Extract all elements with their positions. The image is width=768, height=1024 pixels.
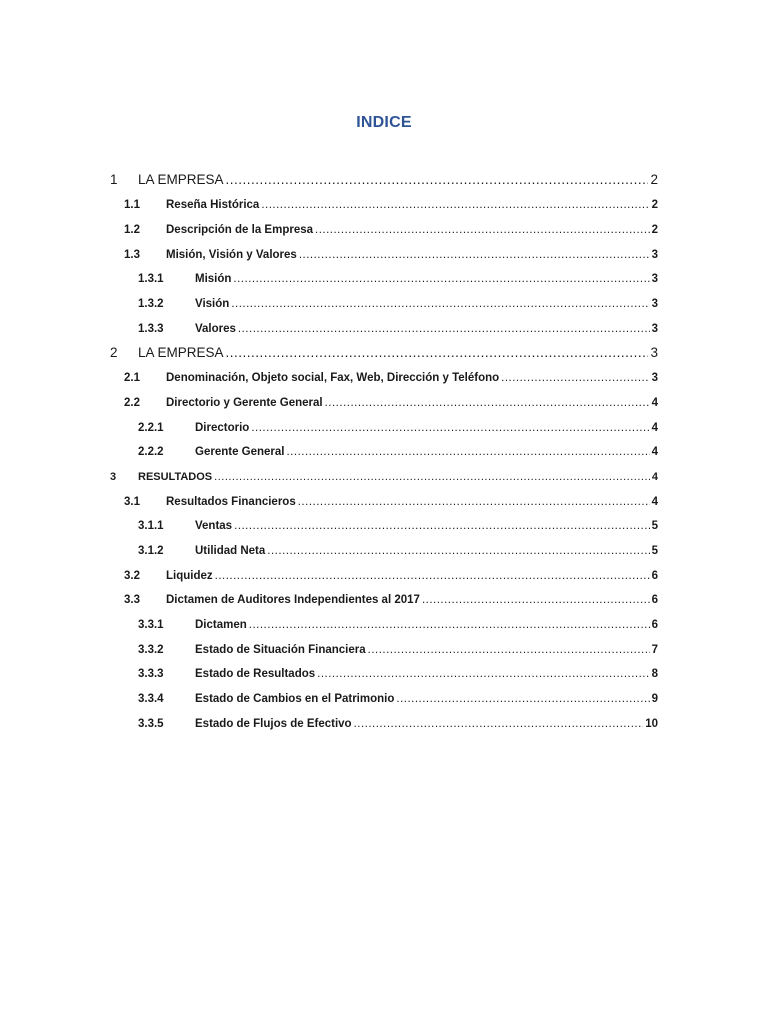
dot-leader [261,199,649,211]
toc-entry[interactable] [0,684,768,709]
toc-entry-label: Ventas [195,520,233,533]
toc-entry-page-number: 2 [651,224,658,237]
dot-leader [422,594,650,606]
toc-entry-number: 1.1 [124,199,140,212]
toc-entry-number: 1.3.2 [138,298,164,311]
dot-leader [233,273,649,285]
toc-entry-number: 1.3.3 [138,322,164,335]
toc-entry-number: 1.2 [124,224,140,237]
toc-entry-number: 1 [110,171,118,187]
dot-leader [315,224,650,236]
toc-entry-label: Resultados Financieros [166,495,296,508]
toc-entry-label: Misión [195,273,232,286]
toc-entry-line [195,323,658,335]
toc-entry-page-number: 3 [651,322,658,335]
toc-entry-page-number: 8 [651,668,658,681]
toc-entry-label: Denominación, Objeto social, Fax, Web, Dirección y Teléfono [166,372,500,385]
toc-entry-label: LA EMPRESA [138,171,224,187]
toc-entry-label: Estado de Situación Financiera [195,643,366,656]
toc-entry-label: Directorio y Gerente General [166,396,323,409]
toc-entry-line [195,446,658,458]
toc-entry[interactable] [0,364,768,389]
toc-entry-number: 2.2.2 [138,446,164,459]
toc-entry-line [166,397,658,409]
toc-entry-label: Valores [195,322,236,335]
toc-entry[interactable] [0,635,768,660]
toc-entry-page-number: 3 [651,372,658,385]
toc-entry-line [166,249,658,261]
toc-entry-label: Gerente General [195,446,285,459]
toc-entry[interactable] [0,610,768,635]
table-of-contents [0,166,768,734]
dot-leader [501,372,649,384]
toc-entry-number: 3.3.1 [138,619,164,632]
toc-entry-number: 3.1.1 [138,520,164,533]
toc-entry-line [195,644,658,656]
toc-entry[interactable] [0,289,768,314]
toc-entry[interactable] [0,265,768,290]
dot-leader [234,520,650,532]
toc-entry-number: 3 [110,470,117,483]
toc-entry-label: LA EMPRESA [138,344,224,360]
toc-entry-line [166,199,658,211]
toc-entry-label: Visión [195,298,230,311]
toc-entry-line [166,224,658,236]
toc-entry-line [166,496,658,508]
toc-entry-number: 3.1 [124,495,140,508]
dot-leader [214,471,650,483]
toc-entry-page-number: 4 [651,470,658,483]
toc-entry-line [166,372,658,384]
toc-entry[interactable] [0,191,768,216]
dot-leader [298,496,650,508]
toc-entry-page-number: 2 [650,171,658,187]
dot-leader [251,422,649,434]
toc-entry-line [195,718,658,730]
toc-entry-page-number: 4 [651,495,658,508]
dot-leader [231,298,649,310]
toc-entry-line [195,693,658,705]
toc-entry-number: 3.2 [124,569,140,582]
toc-entry-line [195,545,658,557]
toc-entry-number: 1.3 [124,248,140,261]
dot-leader [317,668,649,680]
toc-entry-line [195,273,658,285]
toc-entry-number: 3.3.3 [138,668,164,681]
toc-entry-label: Reseña Histórica [166,199,260,212]
toc-entry-line [195,298,658,310]
toc-entry-label: Utilidad Neta [195,545,266,557]
toc-entry-page-number: 3 [650,344,658,360]
dot-leader [354,718,644,730]
toc-entry-page-number: 6 [651,619,658,632]
toc-entry-line [195,422,658,434]
toc-entry-label: Liquidez [166,569,213,582]
toc-entry[interactable] [0,462,768,487]
toc-entry[interactable] [0,438,768,463]
toc-entry-page-number: 6 [651,594,658,607]
toc-entry[interactable] [0,240,768,265]
toc-entry-line [138,471,658,483]
toc-entry[interactable] [0,314,768,339]
toc-entry-label: Dictamen [195,619,247,632]
dot-leader [368,644,650,656]
toc-entry-line [195,520,658,532]
toc-entry[interactable] [0,512,768,537]
dot-leader [215,570,650,582]
dot-leader [249,619,650,631]
dot-leader [267,545,649,557]
toc-entry-label: Estado de Resultados [195,668,316,681]
toc-entry-page-number: 6 [651,569,658,582]
toc-entry-page-number: 4 [651,421,658,434]
toc-entry[interactable] [0,586,768,611]
toc-entry-page-number: 3 [651,248,658,261]
toc-entry-number: 3.3.5 [138,717,164,730]
toc-entry-number: 1.3.1 [138,273,164,286]
toc-entry[interactable] [0,215,768,240]
toc-entry[interactable] [0,388,768,413]
toc-entry[interactable] [0,660,768,685]
toc-entry-line [195,668,658,680]
toc-entry-number: 3.3.2 [138,643,164,656]
toc-entry[interactable] [0,709,768,734]
toc-entry-page-number: 3 [651,298,658,311]
toc-entry-number: 2.2.1 [138,421,164,434]
toc-entry-label: RESULTADOS [138,470,213,483]
toc-entry-line [166,570,658,582]
toc-entry-line [195,619,658,631]
toc-entry-line [166,594,658,606]
toc-entry-number: 3.1.2 [138,545,164,557]
toc-entry-page-number: 10 [645,717,658,730]
toc-entry[interactable] [0,487,768,512]
dot-leader [299,249,650,261]
toc-entry[interactable] [0,561,768,586]
toc-entry-label: Misión, Visión y Valores [166,248,297,261]
toc-entry-number: 2.1 [124,372,140,385]
dot-leader [396,693,649,705]
toc-entry-number: 2 [110,344,118,360]
toc-entry-line [138,345,658,360]
toc-entry-page-number: 9 [651,693,658,706]
dot-leader [226,345,649,360]
dot-leader [226,172,649,187]
toc-entry-number: 2.2 [124,396,140,409]
toc-entry-page-number: 3 [651,273,658,286]
toc-entry-label: Estado de Cambios en el Patrimonio [195,693,395,706]
toc-entry-label: Directorio [195,421,250,434]
toc-entry-page-number: 7 [651,643,658,656]
toc-entry-label: Descripción de la Empresa [166,224,314,237]
toc-entry-line [138,172,658,187]
toc-entry-number: 3.3 [124,594,140,607]
toc-entry[interactable] [0,166,768,191]
toc-entry-page-number: 4 [651,396,658,409]
toc-entry-label: Estado de Flujos de Efectivo [195,717,352,730]
dot-leader [238,323,650,335]
toc-entry-page-number: 4 [651,446,658,459]
toc-entry-number: 3.3.4 [138,693,164,706]
toc-entry-label: Dictamen de Auditores Independientes al 2017 [166,594,420,607]
toc-entry-page-number: 5 [651,545,658,557]
toc-entry[interactable] [0,536,768,561]
toc-entry-page-number: 2 [651,199,658,212]
toc-entry[interactable] [0,339,768,364]
toc-title: INDICE [356,114,412,131]
toc-entry[interactable] [0,413,768,438]
dot-leader [325,397,650,409]
toc-entry-page-number: 5 [651,520,658,533]
dot-leader [286,446,649,458]
